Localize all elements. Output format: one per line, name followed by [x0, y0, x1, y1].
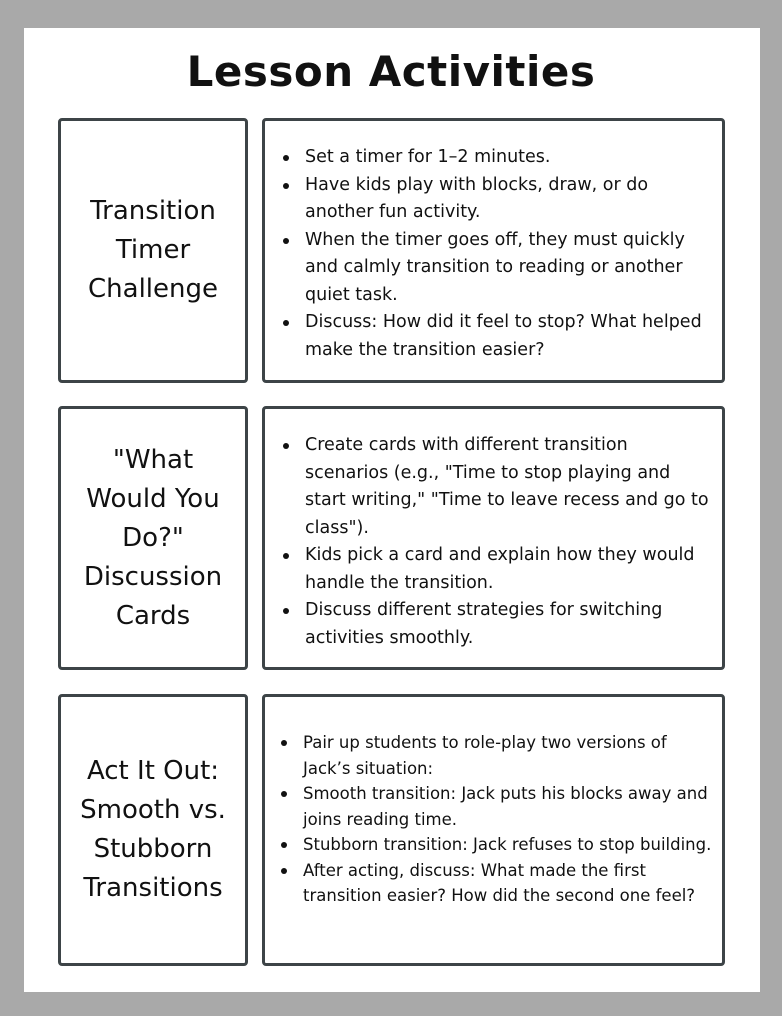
list-item: Kids pick a card and explain how they would handle the transition. [305, 542, 722, 597]
activity-steps-card [262, 406, 725, 670]
list-item: Discuss different strategies for switching activities smoothly. [305, 597, 722, 652]
steps-list [265, 409, 722, 652]
list-item: Smooth transition: Jack puts his blocks away and joins reading time. [303, 781, 722, 832]
activity-name-card [58, 406, 248, 670]
activity-steps-card [262, 694, 725, 966]
page-title: Lesson Activities [186, 47, 596, 96]
list-item: When the timer goes off, they must quickly and calmly transition to reading or another quiet task. [305, 227, 722, 310]
steps-list [265, 697, 722, 909]
list-item: Create cards with different transition scenarios (e.g., "Time to stop playing and start writing," "Time to leave recess and go to class"). [305, 432, 722, 542]
list-item: Stubborn transition: Jack refuses to stop building. [303, 832, 722, 858]
list-item: Set a timer for 1–2 minutes. [305, 144, 722, 172]
activity-name-card [58, 694, 248, 966]
activity-name: Transition Timer Challenge [88, 196, 218, 304]
steps-list [265, 121, 722, 364]
list-item: Have kids play with blocks, draw, or do another fun activity. [305, 172, 722, 227]
list-item: Discuss: How did it feel to stop? What helped make the transition easier? [305, 309, 722, 364]
activity-name: Act It Out: Smooth vs. Stubborn Transitions [80, 756, 226, 903]
list-item: Pair up students to role-play two versions of Jack’s situation: [303, 730, 722, 781]
activity-steps-card [262, 118, 725, 383]
list-item: After acting, discuss: What made the first transition easier? How did the second one feel? [303, 858, 722, 909]
activity-name-card [58, 118, 248, 383]
activity-name: "What Would You Do?" Discussion Cards [83, 444, 223, 631]
